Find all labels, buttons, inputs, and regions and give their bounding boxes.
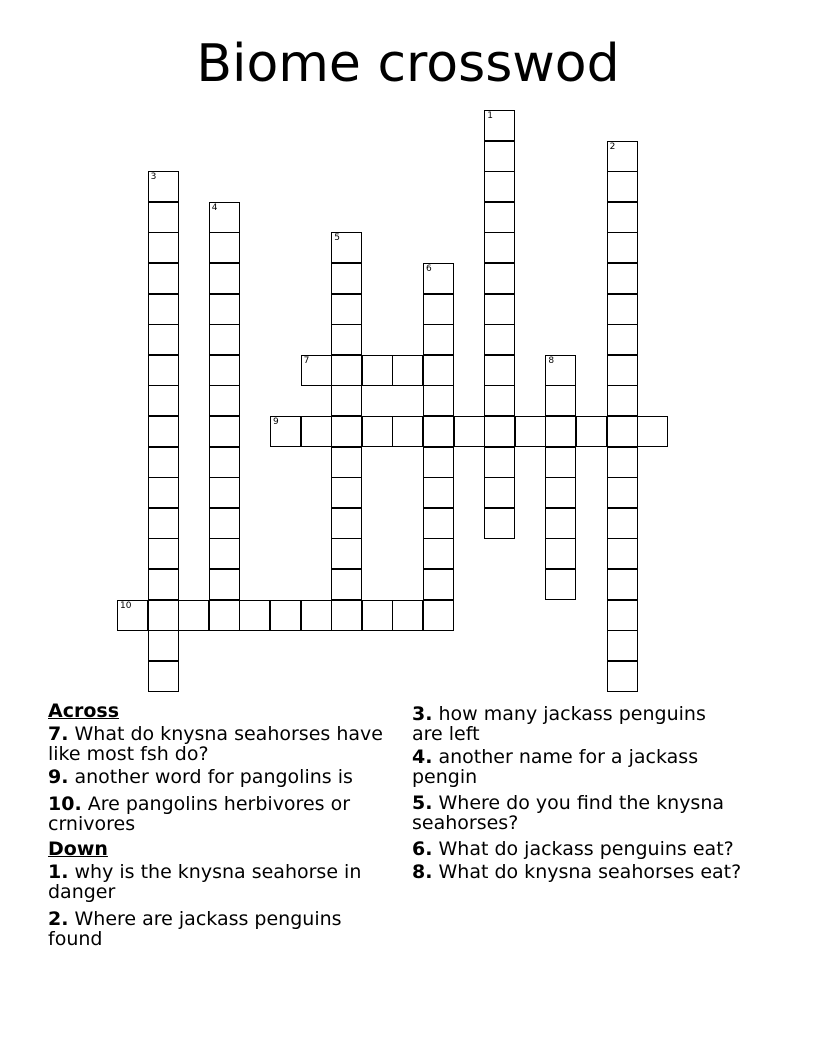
- grid-cell[interactable]: [209, 232, 240, 263]
- grid-cell[interactable]: [301, 600, 332, 631]
- grid-cell[interactable]: [209, 600, 240, 631]
- grid-cell[interactable]: [209, 294, 240, 325]
- clue-number-label: 4: [211, 202, 218, 213]
- grid-cell[interactable]: [423, 508, 454, 539]
- grid-cell[interactable]: [209, 538, 240, 569]
- grid-cell[interactable]: [148, 355, 179, 386]
- grid-cell[interactable]: [331, 385, 362, 416]
- grid-cell[interactable]: [148, 202, 179, 233]
- grid-cell[interactable]: [362, 355, 393, 386]
- grid-cell[interactable]: [209, 569, 240, 600]
- grid-cell[interactable]: [331, 477, 362, 508]
- grid-cell[interactable]: [331, 416, 362, 447]
- grid-cell[interactable]: [392, 355, 423, 386]
- grid-cell[interactable]: [148, 263, 179, 294]
- grid-cell[interactable]: [423, 294, 454, 325]
- grid-cell[interactable]: [362, 600, 393, 631]
- clue-number: 5.: [412, 792, 433, 814]
- grid-cell[interactable]: [301, 355, 332, 386]
- grid-cell[interactable]: [209, 202, 240, 233]
- grid-cell[interactable]: [484, 477, 515, 508]
- grid-cell[interactable]: [607, 294, 638, 325]
- grid-cell[interactable]: [209, 385, 240, 416]
- clue-text: Are pangolins herbivores or crnivores: [48, 793, 351, 835]
- grid-cell[interactable]: [607, 355, 638, 386]
- grid-cell[interactable]: [423, 569, 454, 600]
- clue-number: 4.: [412, 746, 433, 768]
- grid-cell[interactable]: [545, 447, 576, 478]
- grid-cell[interactable]: [148, 447, 179, 478]
- grid-cell[interactable]: [392, 416, 423, 447]
- grid-cell[interactable]: [545, 416, 576, 447]
- clue-text: Where are jackass penguins found: [48, 908, 342, 950]
- grid-cell[interactable]: [607, 324, 638, 355]
- grid-cell[interactable]: [484, 416, 515, 447]
- grid-cell[interactable]: [301, 416, 332, 447]
- grid-cell[interactable]: [423, 355, 454, 386]
- grid-cell[interactable]: [607, 385, 638, 416]
- clues-left-column: [48, 700, 388, 949]
- clue-number: 9.: [48, 766, 69, 788]
- grid-cell[interactable]: [484, 232, 515, 263]
- grid-cell[interactable]: [607, 538, 638, 569]
- grid-cell[interactable]: [545, 355, 576, 386]
- grid-cell[interactable]: [607, 447, 638, 478]
- grid-cell[interactable]: [484, 355, 515, 386]
- grid-cell[interactable]: [148, 385, 179, 416]
- grid-cell[interactable]: [484, 508, 515, 539]
- clue-number: 7.: [48, 723, 69, 745]
- clue-number-label: 5: [334, 233, 340, 244]
- grid-cell[interactable]: [148, 569, 179, 600]
- clue-number-label: 6: [426, 264, 432, 274]
- grid-cell[interactable]: [148, 630, 179, 661]
- clue-number: 2.: [48, 908, 69, 930]
- grid-cell[interactable]: [484, 110, 515, 141]
- grid-cell[interactable]: [484, 447, 515, 478]
- grid-cell[interactable]: [148, 538, 179, 569]
- clue-number-label: 10: [120, 600, 132, 611]
- grid-cell[interactable]: [270, 600, 301, 631]
- clue-text: how many jackass penguins are left: [412, 703, 706, 745]
- clue-number: 1.: [48, 861, 69, 883]
- grid-cell[interactable]: [637, 416, 668, 447]
- grid-cell[interactable]: [607, 508, 638, 539]
- grid-cell[interactable]: [331, 447, 362, 478]
- clue-number-label: 8: [548, 355, 555, 366]
- grid-cell[interactable]: [545, 477, 576, 508]
- grid-cell[interactable]: [331, 355, 362, 386]
- grid-cell[interactable]: [454, 416, 485, 447]
- grid-cell[interactable]: [484, 385, 515, 416]
- grid-cell[interactable]: [423, 600, 454, 631]
- clue-number-label: 2: [609, 141, 616, 152]
- grid-cell[interactable]: [607, 171, 638, 202]
- grid-cell[interactable]: [545, 538, 576, 569]
- grid-cell[interactable]: [148, 171, 179, 202]
- clue-number-label: 7: [303, 355, 310, 366]
- grid-cell[interactable]: [209, 263, 240, 294]
- grid-cell[interactable]: [484, 324, 515, 355]
- clue-number: 6.: [412, 838, 433, 860]
- clue-text: What do knysna seahorses eat?: [438, 861, 742, 883]
- grid-cell[interactable]: [148, 416, 179, 447]
- clue-across-9: [48, 767, 388, 787]
- clue-down-8: [412, 862, 742, 882]
- grid-cell[interactable]: [331, 263, 362, 294]
- grid-cell[interactable]: [331, 538, 362, 569]
- clue-text: another name for a jackass pengin: [412, 746, 699, 788]
- grid-cell[interactable]: [209, 416, 240, 447]
- grid-cell[interactable]: [209, 508, 240, 539]
- grid-cell[interactable]: [178, 600, 209, 631]
- clues-right-column: [412, 702, 742, 882]
- grid-cell[interactable]: [148, 661, 179, 692]
- grid-cell[interactable]: [607, 600, 638, 631]
- grid-cell[interactable]: [362, 416, 393, 447]
- grid-cell[interactable]: [607, 232, 638, 263]
- grid-cell[interactable]: [607, 141, 638, 172]
- grid-cell[interactable]: [515, 416, 546, 447]
- grid-cell[interactable]: [331, 508, 362, 539]
- grid-cell[interactable]: [607, 263, 638, 294]
- grid-cell[interactable]: [484, 141, 515, 172]
- clue-number: 3.: [412, 703, 433, 725]
- grid-cell[interactable]: [423, 477, 454, 508]
- grid-cell[interactable]: [484, 202, 515, 233]
- grid-cell[interactable]: [148, 508, 179, 539]
- clue-number-label: 3: [150, 172, 157, 183]
- clue-down-1: [48, 862, 388, 902]
- grid-cell[interactable]: [148, 477, 179, 508]
- clue-down-6: [412, 839, 742, 859]
- grid-cell[interactable]: [148, 232, 179, 263]
- clue-number: 8.: [412, 861, 433, 883]
- grid-cell[interactable]: [484, 294, 515, 325]
- page-title: Biome crosswod: [196, 34, 620, 94]
- grid-cell[interactable]: [148, 324, 179, 355]
- clue-text: What do jackass penguins eat?: [438, 838, 734, 860]
- grid-cell[interactable]: [392, 600, 423, 631]
- grid-cell[interactable]: [545, 508, 576, 539]
- grid-cell[interactable]: [576, 416, 607, 447]
- clue-number-label: 9: [273, 417, 279, 427]
- grid-cell[interactable]: [484, 263, 515, 294]
- grid-cell[interactable]: [209, 477, 240, 508]
- clue-down-4: [412, 747, 742, 787]
- grid-cell[interactable]: [423, 324, 454, 355]
- clue-down-3: [412, 704, 742, 744]
- grid-cell[interactable]: [423, 447, 454, 478]
- grid-cell[interactable]: [484, 171, 515, 202]
- grid-cell[interactable]: [423, 416, 454, 447]
- across-heading: Across: [48, 700, 120, 722]
- clue-text: Where do you find the knysna seahorses?: [412, 792, 725, 834]
- grid-cell[interactable]: [331, 232, 362, 263]
- clue-down-5: [412, 793, 742, 833]
- clue-across-10: [48, 794, 388, 834]
- grid-cell[interactable]: [331, 600, 362, 631]
- grid-cell[interactable]: [209, 355, 240, 386]
- grid-cell[interactable]: [607, 661, 638, 692]
- grid-cell[interactable]: [331, 569, 362, 600]
- grid-cell[interactable]: [545, 385, 576, 416]
- grid-cell[interactable]: [607, 569, 638, 600]
- grid-cell[interactable]: [607, 477, 638, 508]
- grid-cell[interactable]: [209, 324, 240, 355]
- grid-cell[interactable]: [607, 630, 638, 661]
- grid-cell[interactable]: [331, 324, 362, 355]
- clue-text: What do knysna seahorses have like most fsh do?: [48, 723, 383, 765]
- grid-cell[interactable]: [423, 538, 454, 569]
- clue-across-7: [48, 724, 388, 764]
- grid-cell[interactable]: [148, 600, 179, 631]
- grid-cell[interactable]: [423, 385, 454, 416]
- grid-cell[interactable]: [209, 447, 240, 478]
- clue-down-2: [48, 909, 388, 949]
- grid-cell[interactable]: [423, 263, 454, 294]
- grid-cell[interactable]: [607, 202, 638, 233]
- grid-cell[interactable]: [545, 569, 576, 600]
- grid-cell[interactable]: [607, 416, 638, 447]
- clue-number-label: 1: [487, 111, 493, 121]
- clue-text: another word for pangolins is: [74, 766, 353, 788]
- down-heading: Down: [48, 838, 108, 860]
- grid-cell[interactable]: [148, 294, 179, 325]
- grid-cell[interactable]: [117, 600, 148, 631]
- grid-cell[interactable]: [331, 294, 362, 325]
- clue-text: why is the knysna seahorse in danger: [48, 861, 362, 903]
- clue-number: 10.: [48, 793, 82, 815]
- grid-cell[interactable]: [270, 416, 301, 447]
- grid-cell[interactable]: [239, 600, 270, 631]
